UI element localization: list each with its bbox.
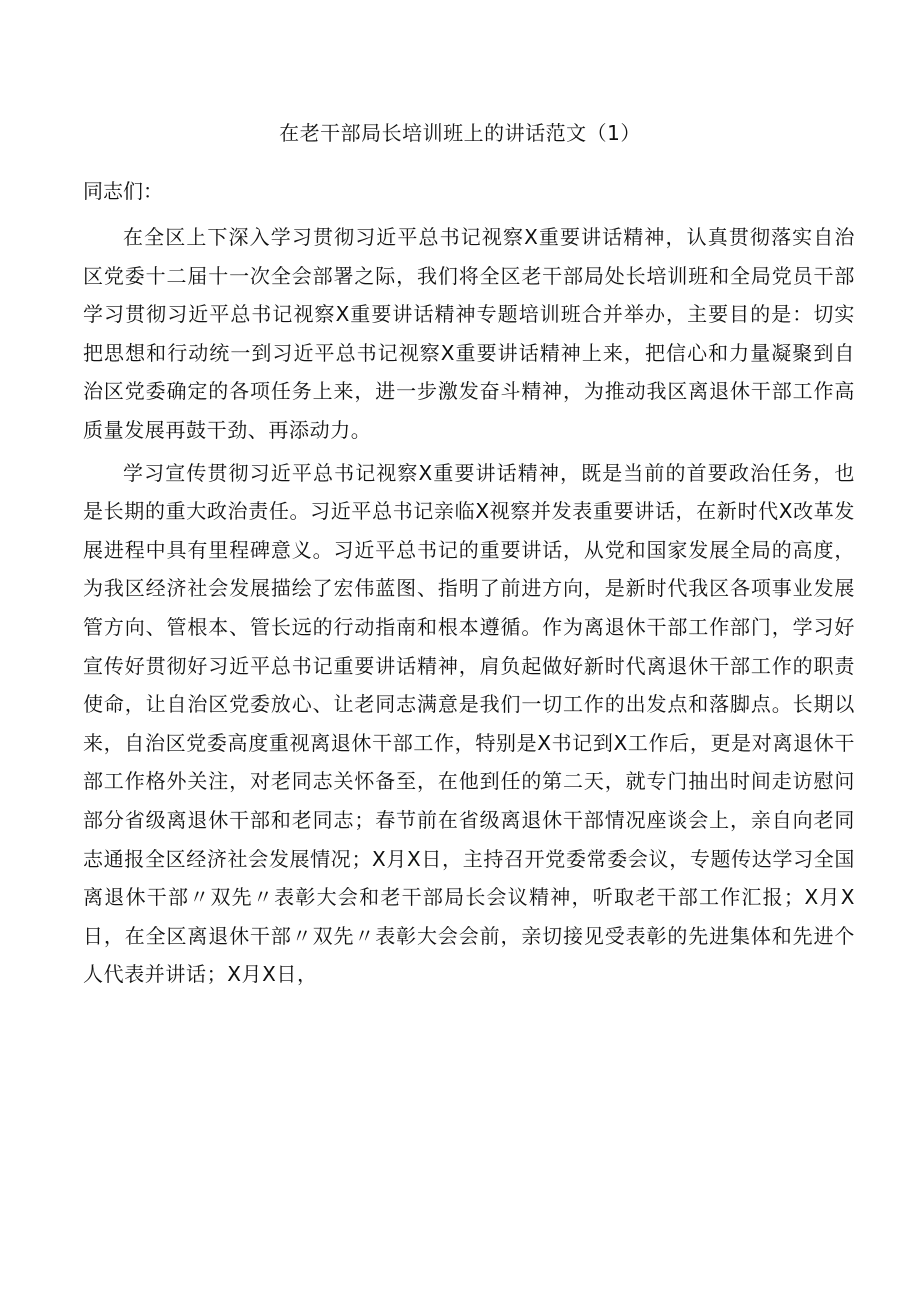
document-body bbox=[83, 218, 855, 994]
paragraph: 在全区上下深入学习贯彻习近平总书记视察X重要讲话精神，认真贯彻落实自治区党委十二届十一次全会部署之际，我们将全区老干部局处长培训班和全局党员干部学习贯彻习近平总书记视察X重要讲话精神专题培训班合并举办，主要目的是：切实把思想和行动统一到习近平总书记视察X重要讲话精神上来，把信心和力量凝聚到自治区党委确定的各项任务上来，进一步激发奋斗精神，为推动我区离退休干部工作高质量发展再鼓干劲、再添动力。 bbox=[83, 225, 855, 442]
paragraph: 学习宣传贯彻习近平总书记视察X重要讲话精神，既是当前的首要政治任务，也是长期的重大政治责任。习近平总书记亲临X视察并发表重要讲话，在新时代X改革发展进程中具有里程碑意义。习近平总书记的重要讲话，从党和国家发展全局的高度，为我区经济社会发展描绘了宏伟蓝图、指明了前进方向，是新时代我区各项事业发展管方向、管根本、管长远的行动指南和根本遵循。作为离退休干部工作部门，学习好宣传好贯彻好习近平总书记重要讲话精神，肩负起做好新时代离退休干部工作的职责使命，让自治区党委放心、让老同志满意是我们一切工作的出发点和落脚点。长期以来，自治区党委高度重视离退休干部工作，特别是X书记到X工作后，更是对离退休干部工作格外关注，对老同志关怀备至，在他到任的第二天，就专门抽出时间走访慰问部分省级离退休干部和老同志；春节前在省级离退休干部情况座谈会上，亲自向老同志通报全区经济社会发展情况；X月X日，主持召开党委常委会议，专题传达学习全国离退休干部〃双先〃表彰大会和老干部局长会议精神，听取老干部工作汇报；X月X日，在全区离退休干部〃双先〃表彰大会会前，亲切接见受表彰的先进集体和先进个人代表并讲话；X月X日， bbox=[83, 460, 855, 987]
salutation: 同志们： bbox=[83, 179, 163, 203]
document-title: 在老干部局长培训班上的讲话范文（1） bbox=[279, 121, 641, 145]
